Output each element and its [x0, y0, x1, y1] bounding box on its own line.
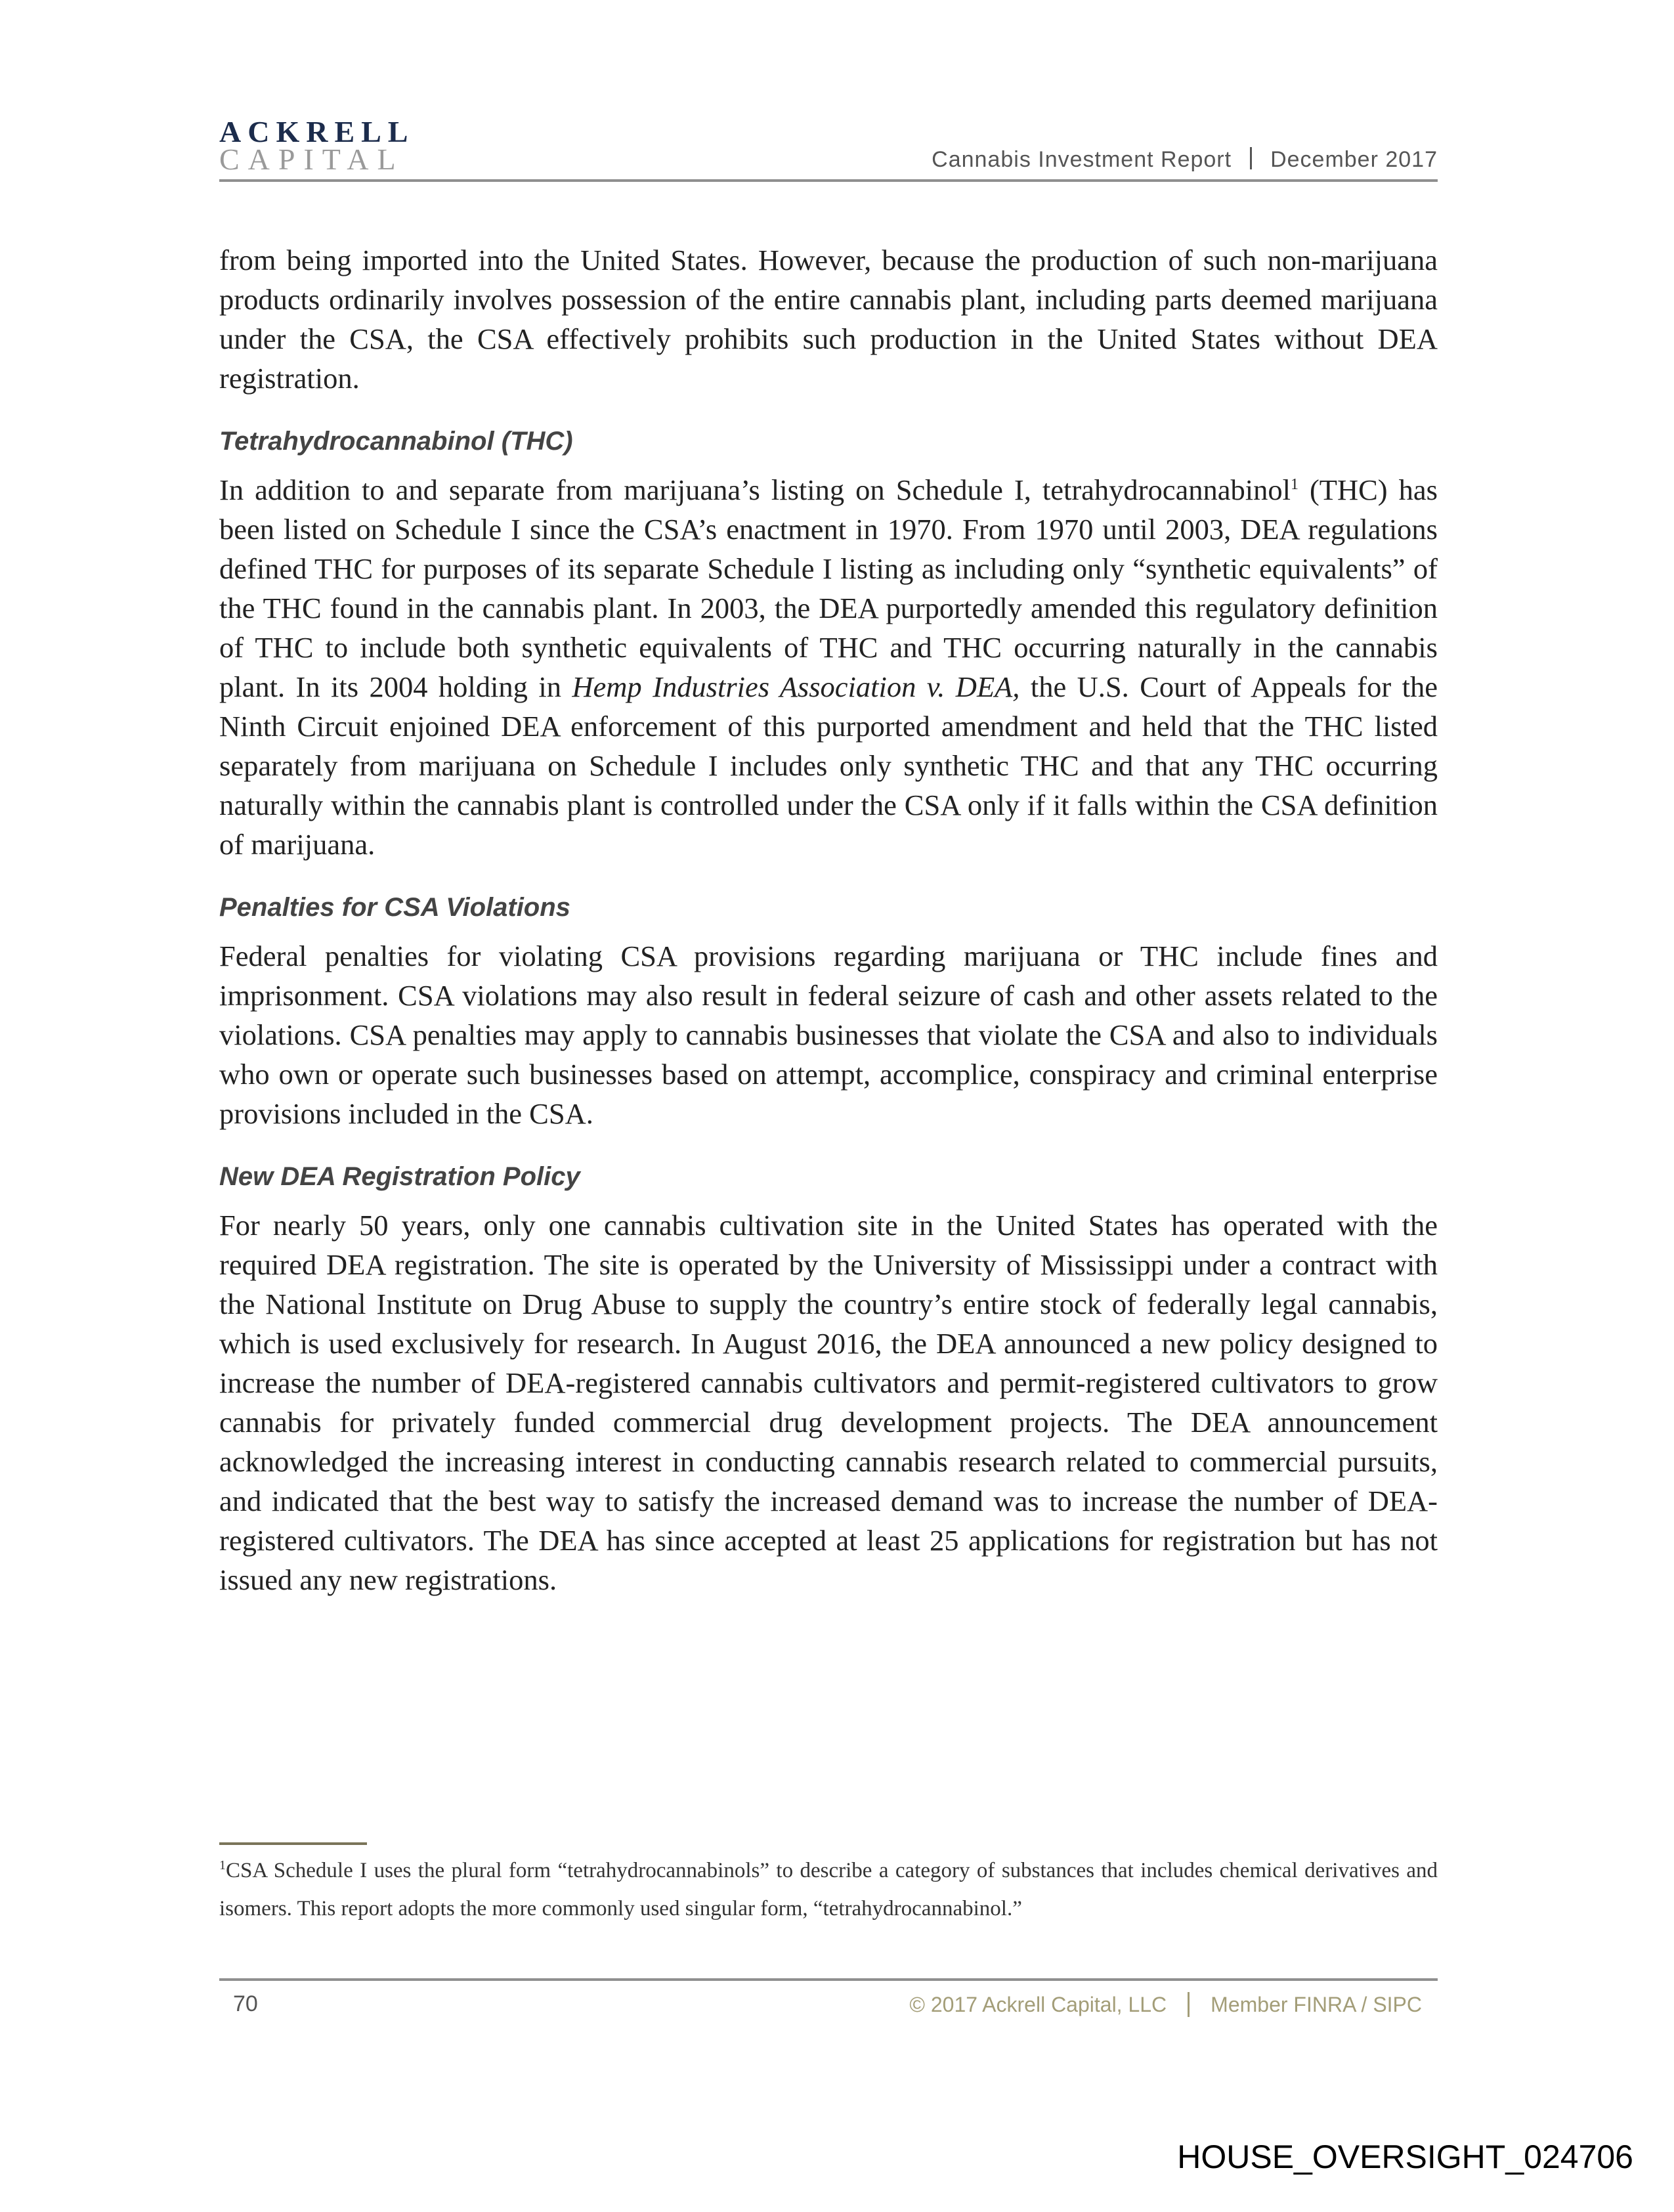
thc-text-part2: (THC) has been listed on Schedule I since the CSA’s enactment in 1970. From 1970 until 2003, DEA regulations defined THC for purposes of its separate Schedule I listing as including only “synthetic equivalents” of the THC found in the cannabis plant. In 2003, the DEA purportedly amended this regulatory definition of THC to include both synthetic equivalents of THC and THC occurring naturally in the cannabis plant. In its 2004 holding in — [219, 473, 1438, 703]
thc-text-part3: the U.S. Court of Appeals for the Ninth Circuit enjoined DEA enforcement of this purported amendment and held that the THC listed separately from marijuana on Schedule I includes only synthetic THC and that any THC occurring naturally within the cannabis plant is controlled under the CSA only if it falls within the CSA definition of marijuana. — [219, 670, 1438, 861]
section-heading-thc: Tetrahydrocannabinol (THC) — [219, 427, 573, 456]
section-heading-dea-policy: New DEA Registration Policy — [219, 1162, 580, 1191]
section-paragraph-dea-policy: For nearly 50 years, only one cannabis cultivation site in the United States has operated with the required DEA registration. The site is operated by the University of Mississippi under a contract with the National Institute on Drug Abuse to supply the country’s entire stock of federally legal cannabis, which is used exclusively for research. In August 2016, the DEA announced a new policy designed to increase the number of DEA-registered cannabis cultivators and permit-registered cultivators to grow cannabis for privately funded commercial drug development projects. The DEA announcement acknowledged the increasing interest in conducting cannabis research related to commercial pursuits, and indicated that the best way to satisfy the increased demand was to increase the number of DEA-registered cultivators. The DEA has since accepted at least 25 applications for registration but has not issued any new registrations. — [219, 1209, 1438, 1596]
logo-line-ackrell: ACKRELL — [219, 115, 415, 148]
ackrell-capital-logo — [219, 117, 414, 175]
section-paragraph-penalties: Federal penalties for violating CSA provisions regarding marijuana or THC include fines and imprisonment. CSA violations may also result in federal seizure of cash and other assets related to the violations. CSA penalties may apply to cannabis businesses that violate the CSA and also to individuals who own or operate such businesses based on attempt, accomplice, conspiracy and criminal enterprise provisions included in the CSA. — [219, 940, 1438, 1130]
header-separator — [1250, 147, 1252, 169]
report-title: Cannabis Investment Report — [932, 147, 1232, 172]
body-content — [219, 240, 1438, 1599]
logo-line-capital: CAPITAL — [219, 142, 404, 176]
header-rule — [219, 179, 1438, 182]
section-heading-penalties: Penalties for CSA Violations — [219, 893, 570, 922]
section-paragraph-thc — [219, 470, 1438, 864]
page-number: 70 — [233, 1991, 258, 2016]
report-date: December 2017 — [1270, 147, 1438, 172]
intro-paragraph: from being imported into the United States. However, because the production of such non-marijuana products ordinarily involves possession of the entire cannabis plant, including parts deemed marijuana under the CSA, the CSA effectively prohibits such production in the United States without DEA registration. — [219, 244, 1438, 395]
footer-legal — [909, 1992, 1422, 2017]
membership-text: Member FINRA / SIPC — [1211, 1993, 1422, 2016]
footer-rule — [219, 1978, 1438, 1981]
bates-stamp: HOUSE_OVERSIGHT_024706 — [1177, 2138, 1633, 2175]
footnote-marker: 1 — [219, 1858, 226, 1873]
thc-text-part1: In addition to and separate from marijuana’s listing on Schedule I, tetrahydrocannabinol — [219, 473, 1291, 506]
footnote — [219, 1852, 1438, 1928]
footnote-reference[interactable]: 1 — [1290, 476, 1298, 493]
copyright-text: © 2017 Ackrell Capital, LLC — [909, 1993, 1167, 2016]
footnote-rule — [219, 1842, 367, 1845]
case-name: Hemp Industries Association v. DEA, — [572, 670, 1020, 703]
footnote-text: CSA Schedule I uses the plural form “tetrahydrocannabinols” to describe a category of substances that includes chemical derivatives and isomers. This report adopts the more commonly used singular form, “tetrahydrocannabinol.” — [219, 1859, 1438, 1920]
footer-separator — [1188, 1992, 1190, 2017]
running-header — [932, 147, 1438, 173]
